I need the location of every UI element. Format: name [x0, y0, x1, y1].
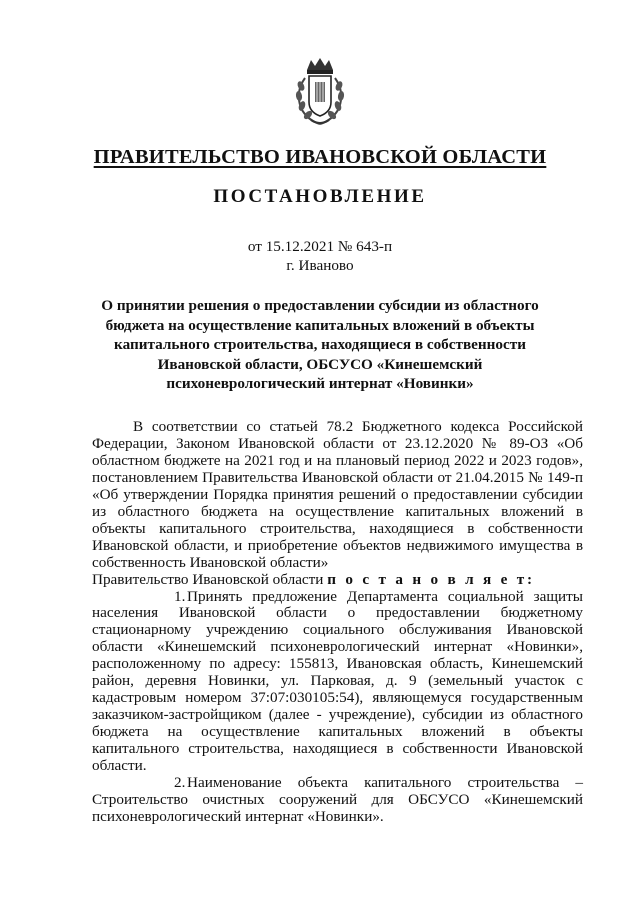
- document-city: г. Иваново: [286, 257, 354, 274]
- coat-of-arms-icon: [293, 56, 347, 128]
- resolves-word: п о с т а н о в л я е т:: [327, 570, 535, 588]
- item-1: [92, 589, 583, 775]
- item-2: [92, 775, 583, 826]
- resolution-line: [92, 572, 583, 589]
- document-type: ПОСТАНОВЛЕНИЕ: [213, 186, 427, 207]
- item-1-number: 1.: [174, 587, 186, 605]
- subject-line: психоневрологический интернат «Новинки»: [166, 375, 474, 393]
- subject-line: бюджета на осуществление капитальных вложений в объекты: [105, 316, 535, 334]
- government-title: ПРАВИТЕЛЬСТВО ИВАНОВСКОЙ ОБЛАСТИ: [93, 146, 547, 168]
- document-subject: [100, 296, 540, 394]
- document-body: [92, 419, 583, 826]
- subject-line: О принятии решения о предоставлении субсидии из областного: [101, 297, 539, 314]
- item-1-text: Принять предложение Департамента социальной защиты населения Ивановской области о предоставлении бюджетному стационарному учреждению социального обслуживания Ивановской области «Кинешемский психоневрологический интернат «Новинки», расположенному по адресу: 155813, Ивановская область, Кинешемский район, деревня Новинки, ул. Парковая, д. 9 (земельный участок с кадастровым номером 37:07:030105:54), являющемуся государственным заказчиком-застройщиком (далее - учреждение), субсидии из областного бюджета на осуществление капитальных вложений в объекты капитального строительства, находящиеся в собственности Ивановской области.: [92, 587, 583, 775]
- subject-line: капитального строительства, находящиеся в собственности: [114, 336, 526, 354]
- document-date-number: от 15.12.2021 № 643-п: [247, 238, 393, 255]
- preamble-text: В соответствии со статьей 78.2 Бюджетного кодекса Российской Федерации, Законом Ивановской области от 23.12.2020 № 89-ОЗ «Об областном бюджете на 2021 год и на плановый период 2022 и 2023 годов», постановлением Правительства Ивановской области от 21.04.2015 № 149-п «Об утверждении Порядка принятия решений о предоставлении субсидии из областного бюджета на осуществление капитальных вложений в объекты капитального строительства, находящиеся в собственности Ивановской области, и приобретение объектов недвижимого имущества в собственность Ивановской области»: [92, 418, 583, 571]
- subject-line: Ивановской области, ОБСУСО «Кинешемский: [157, 355, 483, 373]
- preamble-paragraph: [92, 419, 583, 572]
- preamble-tail: Правительство Ивановской области: [92, 570, 324, 588]
- item-2-text: Наименование объекта капитального строительства – Строительство очистных сооружений для ОБСУСО «Кинешемский психоневрологический интернат «Новинки».: [92, 774, 583, 825]
- item-2-number: 2.: [174, 774, 186, 792]
